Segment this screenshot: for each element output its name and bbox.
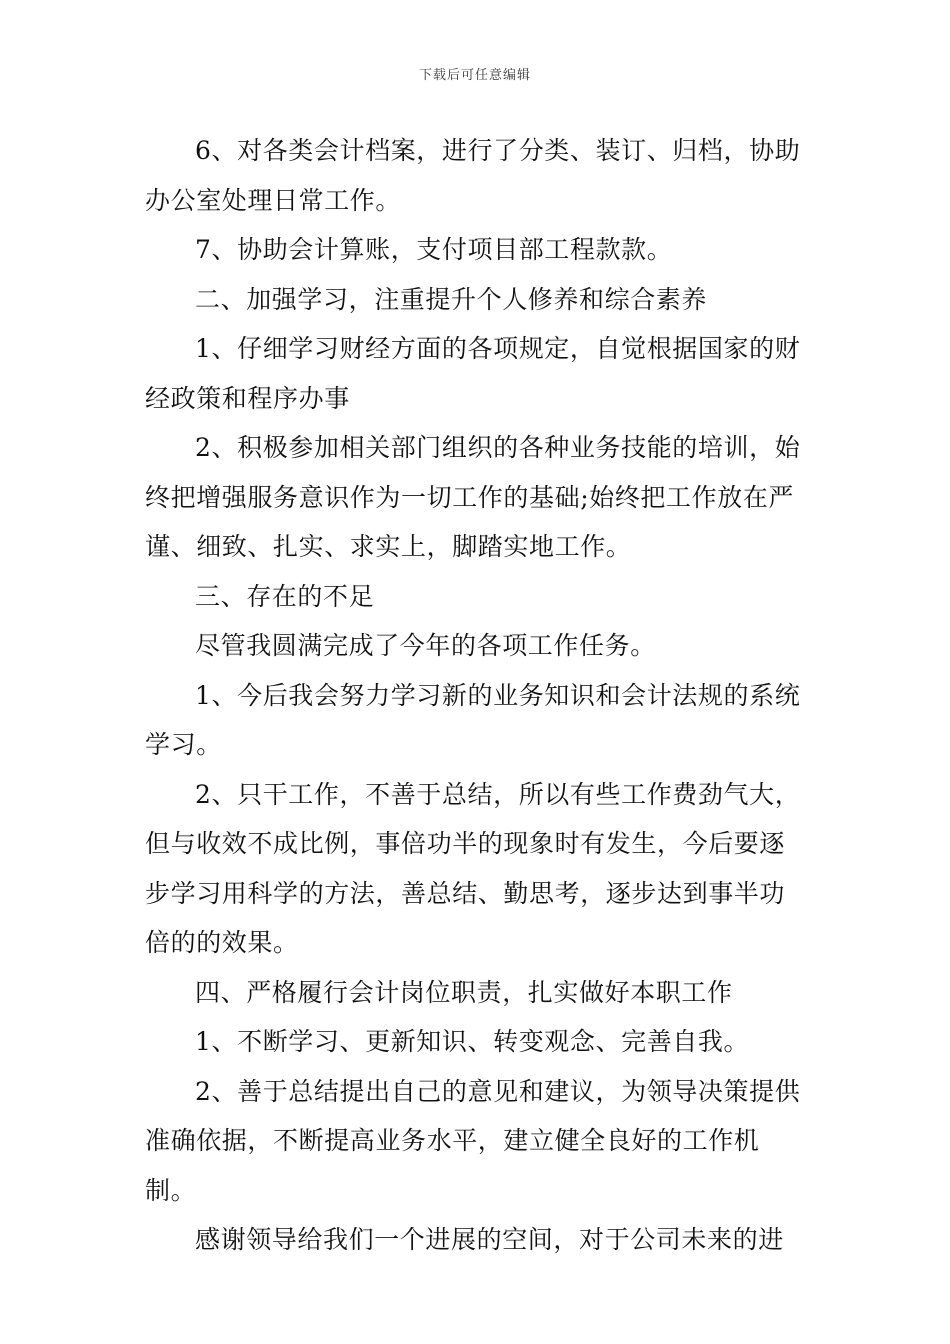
document-body: [145, 126, 805, 1265]
section-heading-2: 二、加强学习，注重提升个人修养和综合素养: [195, 284, 708, 314]
section-heading-3: 三、存在的不足: [195, 581, 375, 611]
paragraph-shortcoming-1: 1、今后我会努力学习新的业务知识和会计法规的系统学习。: [145, 680, 801, 759]
paragraph-study-1: 1、仔细学习财经方面的各项规定，自觉根据国家的财经政策和程序办事: [145, 334, 801, 413]
paragraph-duty-1: 1、不断学习、更新知识、转变观念、完善自我。: [195, 1027, 750, 1056]
paragraph-duty-2: 2、善于总结提出自己的意见和建议，为领导决策提供准确依据，不断提高业务水平，建立健全良好的工作机制。: [145, 1076, 801, 1205]
paragraph-item-7: 7、协助会计算账，支付项目部工程款款。: [195, 235, 673, 264]
section-heading-4: 四、严格履行会计岗位职责，扎实做好本职工作: [195, 977, 733, 1007]
paragraph-item-6: 6、对各类会计档案，进行了分类、装订、归档，协助办公室处理日常工作。: [145, 136, 801, 215]
paragraph-shortcoming-intro: 尽管我圆满完成了今年的各项工作任务。: [195, 631, 656, 660]
page-header: 下载后可任意编辑: [418, 68, 531, 83]
paragraph-shortcoming-2: 2、只干工作，不善于总结，所以有些工作费劲气大，但与收效不成比例，事倍功半的现象时有发生，今后要逐步学习用科学的方法，善总结、勤思考，逐步达到事半功倍的的效果。: [145, 779, 801, 957]
paragraph-study-2: 2、积极参加相关部门组织的各种业务技能的培训，始终把增强服务意识作为一切工作的基础;始终把工作放在严谨、细致、扎实、求实上，脚踏实地工作。: [145, 433, 801, 561]
paragraph-thanks: 感谢领导给我们一个进展的空间，对于公司未来的进: [195, 1225, 784, 1254]
